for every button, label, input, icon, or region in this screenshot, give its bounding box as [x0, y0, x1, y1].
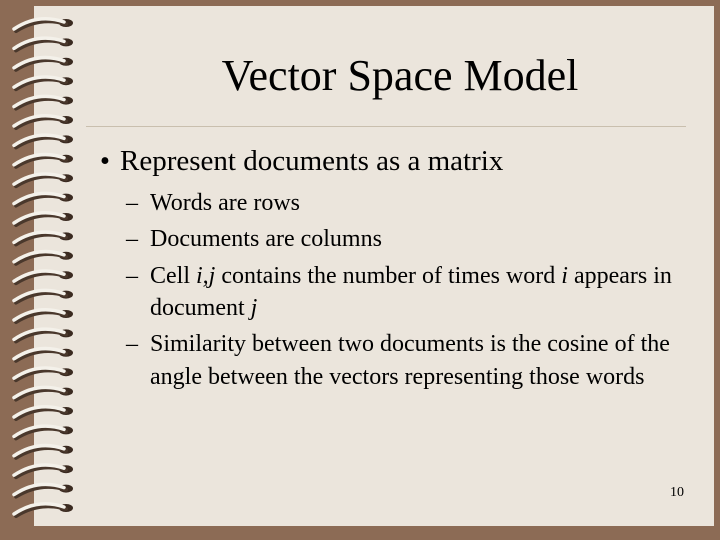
page-number: 10 [670, 485, 684, 500]
subitem-list [90, 187, 690, 393]
binding-ring [14, 116, 73, 128]
binding-ring [14, 349, 73, 361]
binding-ring [14, 271, 73, 283]
bullet-text: Represent documents as a matrix [120, 145, 504, 177]
text-segment: Words are rows [150, 189, 301, 216]
text-segment: Similarity between two documents is the cosine of the angle between the vectors representing those words [150, 331, 670, 390]
dash-marker: – [126, 226, 138, 253]
slide-content [90, 140, 690, 397]
italic-term: i [561, 262, 568, 289]
binding-ring [14, 290, 73, 302]
text-segment: contains the number of times word [215, 262, 562, 289]
dash-marker: – [126, 262, 138, 289]
spiral-binding [0, 0, 80, 540]
subitem [126, 328, 690, 393]
italic-term: j [250, 294, 258, 321]
dash-marker: – [126, 189, 138, 216]
subitem [126, 187, 690, 219]
subitem-text [150, 223, 690, 255]
binding-ring [14, 38, 73, 50]
binding-ring [14, 484, 73, 496]
binding-ring [14, 407, 73, 419]
text-segment: Cell [150, 262, 196, 289]
dash-marker: – [126, 331, 138, 358]
binding-ring [14, 135, 73, 147]
subitem-text [150, 260, 690, 325]
subitem-text [150, 187, 690, 219]
binding-ring [14, 232, 73, 244]
bullet-marker: • [99, 145, 111, 177]
binding-ring [14, 213, 73, 225]
subitem [126, 260, 690, 325]
binding-ring [14, 368, 73, 380]
binding-ring [14, 329, 73, 341]
subitem-text [150, 328, 690, 393]
italic-term: i,j [196, 262, 216, 289]
binding-ring [14, 19, 73, 31]
binding-ring [14, 465, 73, 477]
binding-ring [14, 426, 73, 438]
binding-ring [14, 77, 73, 89]
bullet-item [90, 144, 690, 179]
binding-ring [14, 252, 73, 264]
binding-ring [14, 193, 73, 205]
binding-ring [14, 504, 73, 516]
binding-ring [14, 58, 73, 70]
title-divider [86, 126, 686, 127]
binding-ring [14, 174, 73, 186]
binding-ring [14, 96, 73, 108]
text-segment: Documents are columns [150, 226, 382, 253]
binding-ring [14, 446, 73, 458]
text-segment: appears in document [150, 262, 672, 321]
binding-ring [14, 310, 73, 322]
slide-title: Vector Space Model [221, 51, 579, 100]
binding-ring [14, 155, 73, 167]
subitem [126, 223, 690, 255]
binding-ring [14, 387, 73, 399]
